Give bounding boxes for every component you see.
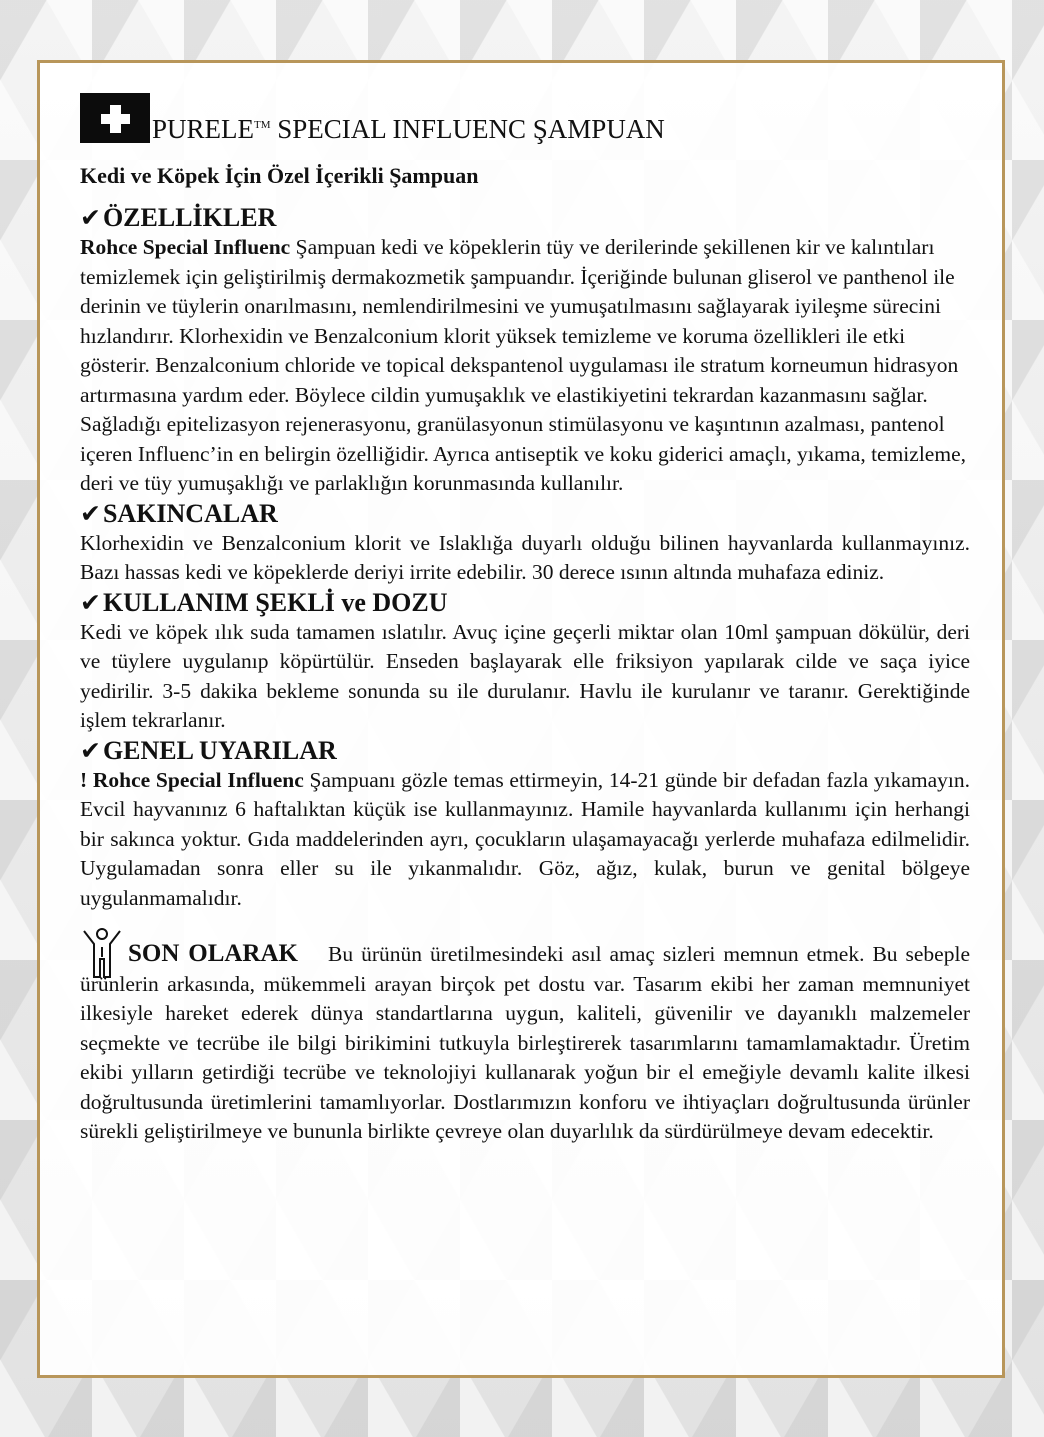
section-text-sakincalar: Klorhexidin ve Benzalconium klorit ve Islaklığa duyarlı olduğu bilinen hayvanlarda kullanmayınız. Bazı hassas kedi ve köpeklerde deriyi irrite edebilir. 30 derece ısının altında muhafaza ediniz. (80, 530, 970, 584)
checkmark-icon: ✔ (80, 735, 101, 765)
final-section (80, 939, 970, 1147)
section-heading-sakincalar: ✔SAKINCALAR (80, 498, 278, 528)
brand-name: PURELE (152, 114, 255, 144)
section-text-kullanim: Kedi ve köpek ılık suda tamamen ıslatılır. Avuç içine geçerli miktar olan 10ml şampuan dökülür, deri ve tüylere uygulanıp köpürtülür. Enseden başlayarak elle friksiyon yapılarak cilde ve saça iyice yedirilir. 3-5 dakika bekleme sonunda su ile durulanır. Havlu ile kurulanır ve taranır. Gerektiğinde işlem tekrarlanır. (80, 619, 970, 732)
subtitle: Kedi ve Köpek İçin Özel İçerikli Şampuan (80, 163, 479, 188)
document-frame (37, 60, 1005, 1378)
final-heading: SON OLARAK (128, 940, 298, 967)
document-content (80, 89, 970, 1147)
section-text-ozellikler: Rohce Special Influenc Şampuan kedi ve köpeklerin tüy ve derilerinde şekillenen kir ve kalıntıları temizlemek için geliştirilmiş dermakozmetik şampuandır. İçeriğinde bulunan gliserol ve panthenol ile derinin ve tüylerin onarılmasını, nemlendirilmesini ve yumuşatılmasını sağlayarak iyileşme sürecini hızlandırır. Klorhexidin ve Benzalconium klorit yüksek temizleme ve koruma özellikleri ile etki gösterir. Benzalconium chloride ve topical dekspantenol uygulaması ile stratum korneumun hidrasyon artırmasına yardım eder. Böylece cildin yumuşaklık ve elastikiyetini tekrardan kazanmasını sağlar. Sağladığı epitelizasyon rejenerasyonu, granülasyonun stimülasyonu ve kaşıntının azalması, pantenol içeren Influenc’in en belirgin özelliğidir. Ayrıca antiseptik ve koku giderici amaçlı, yıkama, temizleme, deri ve tüy yumuşaklığı ve parlaklığın korunmasında kullanılır. (80, 235, 966, 495)
title-row (80, 89, 970, 143)
title-rest: SPECIAL INFLUENC ŞAMPUAN (270, 114, 665, 144)
checkmark-icon: ✔ (80, 587, 101, 617)
trademark-mark: TM (254, 119, 271, 131)
product-name: Rohce Special Influenc (80, 235, 291, 259)
swiss-cross-icon (80, 93, 150, 143)
section-heading-genel-uyarilar: ✔GENEL UYARILAR (80, 735, 337, 765)
page-title (152, 111, 665, 143)
warning-product-name: ! Rohce Special Influenc (80, 767, 304, 792)
checkmark-icon: ✔ (80, 203, 101, 232)
section-heading-ozellikler: ✔ÖZELLİKLER (80, 203, 277, 232)
person-icon (80, 927, 124, 981)
section-text-genel-uyarilar: ! Rohce Special Influenc Şampuanı gözle temas ettirmeyin, 14-21 günde bir defadan fazla yıkamayın. Evcil hayvanınız 6 haftalıktan küçük ise kullanmayınız. Hamile hayvanlarda kullanımı için herhangi bir sakınca yoktur. Gıda maddelerinden ayrı, çocukların ulaşamayacağı yerlerde muhafaza edilmelidir. Uygulamadan sonra eller su ile yıkanmalıdır. Göz, ağız, kulak, burun ve genital bölgeye uygulanmamalıdır. (80, 767, 970, 910)
section-heading-kullanim: ✔KULLANIM ŞEKLİ ve DOZU (80, 587, 448, 617)
checkmark-icon: ✔ (80, 498, 101, 528)
final-text: SON OLARAK Bu ürünün üretilmesindeki asıl amaç sizleri memnun etmek. Bu sebeple ürünlerin arkasında, mükemmeli arayan birçok pet dostu var. Tasarım ekibi her zaman memnuniyet ilkesiyle hareket ederek dünya standartlarına uygun, kaliteli, güvenilir ve dayanıklı malzemeler seçmekte ve tecrübe ile bilgi birikimini tutkuyla birleştirerek tasarımlarını tamamlamaktadır. Üretim ekibi yılların getirdiği tecrübe ve teknolojiyi kullanarak yoğun bir el emeğiyle devamlı kalite ilkesi doğrultusunda üretimlerini tamamlıyorlar. Dostlarımızın konforu ve ihtiyaçları doğrultusunda ürünler sürekli geliştirilmeye ve bununla birlikte çevreye olan duyarlılık da sürdürülmeye devam edecektir. (80, 940, 970, 1143)
